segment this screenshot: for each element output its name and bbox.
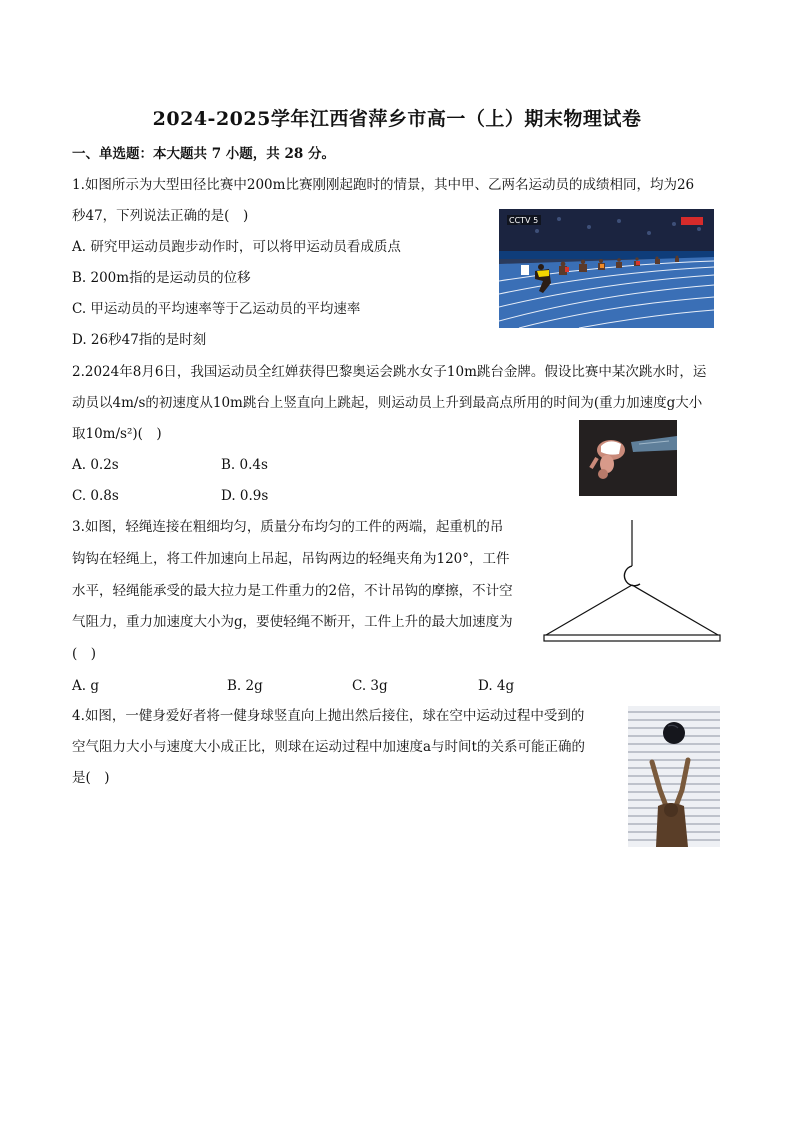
page-title: 2024-2025学年江西省萍乡市高一（上）期末物理试卷 (152, 108, 642, 130)
q3-line-1: 3.如图，轻绳连接在粗细均匀，质量分布均匀的工件的两端，起重机的吊 (72, 519, 504, 535)
q4-line-1: 4.如图，一健身爱好者将一健身球竖直向上抛出然后接住，球在空中运动过程中受到的 (72, 708, 585, 724)
q3-option-a: A. g (72, 678, 99, 694)
crane-hook-diagram (540, 518, 724, 648)
q1-option-b: B. 200m指的是运动员的位移 (72, 270, 251, 286)
q3-line-3: 水平，轻绳能承受的最大拉力是工件重力的2倍，不计吊钩的摩擦，不计空 (72, 583, 513, 599)
q1-option-d: D. 26秒47指的是时刻 (72, 332, 207, 348)
q2-option-d: D. 0.9s (221, 488, 269, 504)
q1-option-c: C. 甲运动员的平均速率等于乙运动员的平均速率 (72, 301, 361, 317)
cctv-logo: CCTV 5 (509, 216, 539, 225)
q2-option-a: A. 0.2s (72, 457, 119, 473)
sprint-start-photo (499, 209, 714, 328)
q1-line-1: 1.如图所示为大型田径比赛中200m比赛刚刚起跑时的情景，其中甲、乙两名运动员的成绩相同，均为26 (72, 177, 695, 193)
q4-line-3: 是( ) (72, 770, 110, 786)
q2-option-c: C. 0.8s (72, 488, 119, 504)
medicine-ball-throw-photo (628, 706, 720, 847)
section-heading: 一、单选题：本大题共 7 小题，共 28 分。 (72, 146, 335, 162)
q2-line-2: 动员以4m/s的初速度从10m跳台上竖直向上跳起，则运动员上升到最高点所用的时间为(重力加速度g大小 (72, 395, 703, 411)
q3-option-d: D. 4g (478, 678, 515, 694)
q3-line-5: ( ) (72, 646, 97, 662)
q3-option-c: C. 3g (352, 678, 388, 694)
q2-option-b: B. 0.4s (221, 457, 268, 473)
q2-line-3: 取10m/s²)( ) (72, 426, 162, 442)
q3-option-b: B. 2g (227, 678, 263, 694)
q3-line-4: 气阻力，重力加速度大小为g，要使轻绳不断开，工件上升的最大加速度为 (72, 614, 513, 630)
diver-photo (579, 420, 677, 496)
q4-line-2: 空气阻力大小与速度大小成正比，则球在运动过程中加速度a与时间t的关系可能正确的 (72, 739, 585, 755)
q3-line-2: 钩钩在轻绳上，将工件加速向上吊起，吊钩两边的轻绳夹角为120°，工件 (72, 551, 510, 567)
q1-option-a: A. 研究甲运动员跑步动作时，可以将甲运动员看成质点 (72, 239, 401, 255)
q2-line-1: 2.2024年8月6日，我国运动员全红婵获得巴黎奥运会跳水女子10m跳台金牌。假设比赛中某次跳水时，运 (72, 364, 707, 380)
q1-line-2: 秒47，下列说法正确的是( ) (72, 208, 249, 224)
